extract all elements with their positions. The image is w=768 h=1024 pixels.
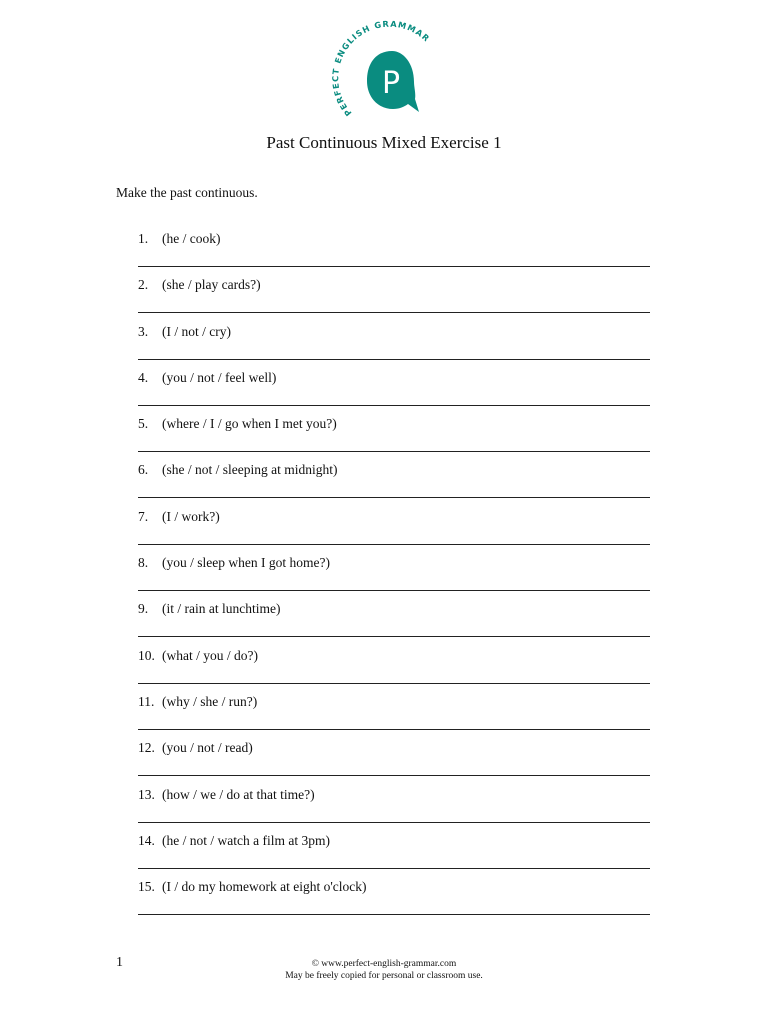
exercise-prompt: (you / not / read)	[162, 740, 253, 756]
logo	[331, 20, 441, 130]
exercise-number: 13.	[138, 786, 155, 802]
exercise-prompt: (I / work?)	[162, 508, 220, 524]
footer	[0, 958, 768, 982]
exercise-prompt: (she / not / sleeping at midnight)	[162, 462, 338, 478]
answer-line[interactable]	[138, 451, 650, 452]
exercise-number: 7.	[138, 508, 149, 524]
exercise-item	[138, 601, 650, 647]
exercise-prompt: (where / I / go when I met you?)	[162, 416, 337, 432]
exercise-item	[138, 370, 650, 416]
answer-line[interactable]	[138, 497, 650, 498]
exercise-number: 10.	[138, 647, 155, 663]
exercise-item	[138, 324, 650, 370]
answer-line[interactable]	[138, 544, 650, 545]
exercise-prompt: (he / cook)	[162, 231, 221, 246]
logo-ring-text: PERFECT ENGLISH GRAMMAR	[331, 20, 433, 119]
answer-line[interactable]	[138, 683, 650, 684]
footer-license: May be freely copied for personal or classroom use.	[285, 971, 483, 981]
answer-line[interactable]	[138, 359, 650, 360]
exercise-item	[138, 787, 650, 833]
footer-copyright: © www.perfect-english-grammar.com	[311, 959, 457, 969]
exercise-number: 14.	[138, 832, 155, 848]
exercise-number: 8.	[138, 555, 149, 571]
exercise-prompt: (you / not / feel well)	[162, 369, 277, 385]
exercise-prompt: (it / rain at lunchtime)	[162, 601, 281, 617]
answer-line[interactable]	[138, 636, 650, 637]
exercise-number: 2.	[138, 277, 149, 293]
answer-line[interactable]	[138, 312, 650, 313]
exercise-prompt: (I / not / cry)	[162, 323, 231, 339]
page-title: Past Continuous Mixed Exercise 1	[266, 133, 502, 152]
answer-line[interactable]	[138, 266, 650, 267]
exercise-prompt: (she / play cards?)	[162, 277, 261, 293]
exercise-number: 3.	[138, 323, 149, 339]
answer-line[interactable]	[138, 729, 650, 730]
logo-mark	[331, 20, 441, 130]
exercise-number: 6.	[138, 462, 149, 478]
exercise-item	[138, 555, 650, 601]
exercise-item	[138, 509, 650, 555]
answer-line[interactable]	[138, 590, 650, 591]
exercise-list	[138, 231, 650, 925]
exercise-number: 5.	[138, 416, 149, 432]
exercise-prompt: (why / she / run?)	[162, 693, 258, 709]
exercise-item	[138, 740, 650, 786]
answer-line[interactable]	[138, 775, 650, 776]
exercise-number: 15.	[138, 879, 155, 895]
exercise-item	[138, 277, 650, 323]
exercise-prompt: (you / sleep when I got home?)	[162, 555, 330, 571]
page-number: 1	[116, 955, 123, 970]
exercise-item	[138, 694, 650, 740]
exercise-item	[138, 833, 650, 879]
exercise-item	[138, 416, 650, 462]
exercise-number: 1.	[138, 231, 149, 246]
exercise-number: 12.	[138, 740, 155, 756]
exercise-prompt: (what / you / do?)	[162, 647, 258, 663]
exercise-item	[138, 231, 650, 277]
exercise-prompt: (how / we / do at that time?)	[162, 786, 315, 802]
exercise-prompt: (I / do my homework at eight o'clock)	[162, 879, 367, 895]
exercise-item	[138, 648, 650, 694]
exercise-number: 11.	[138, 693, 155, 709]
exercise-item	[138, 879, 650, 925]
answer-line[interactable]	[138, 822, 650, 823]
logo-letter: P	[381, 66, 401, 101]
instruction-text: Make the past continuous.	[116, 185, 258, 200]
answer-line[interactable]	[138, 868, 650, 869]
answer-line[interactable]	[138, 914, 650, 915]
exercise-number: 4.	[138, 369, 149, 385]
exercise-number: 9.	[138, 601, 149, 617]
answer-line[interactable]	[138, 405, 650, 406]
exercise-prompt: (he / not / watch a film at 3pm)	[162, 832, 330, 848]
exercise-item	[138, 462, 650, 508]
